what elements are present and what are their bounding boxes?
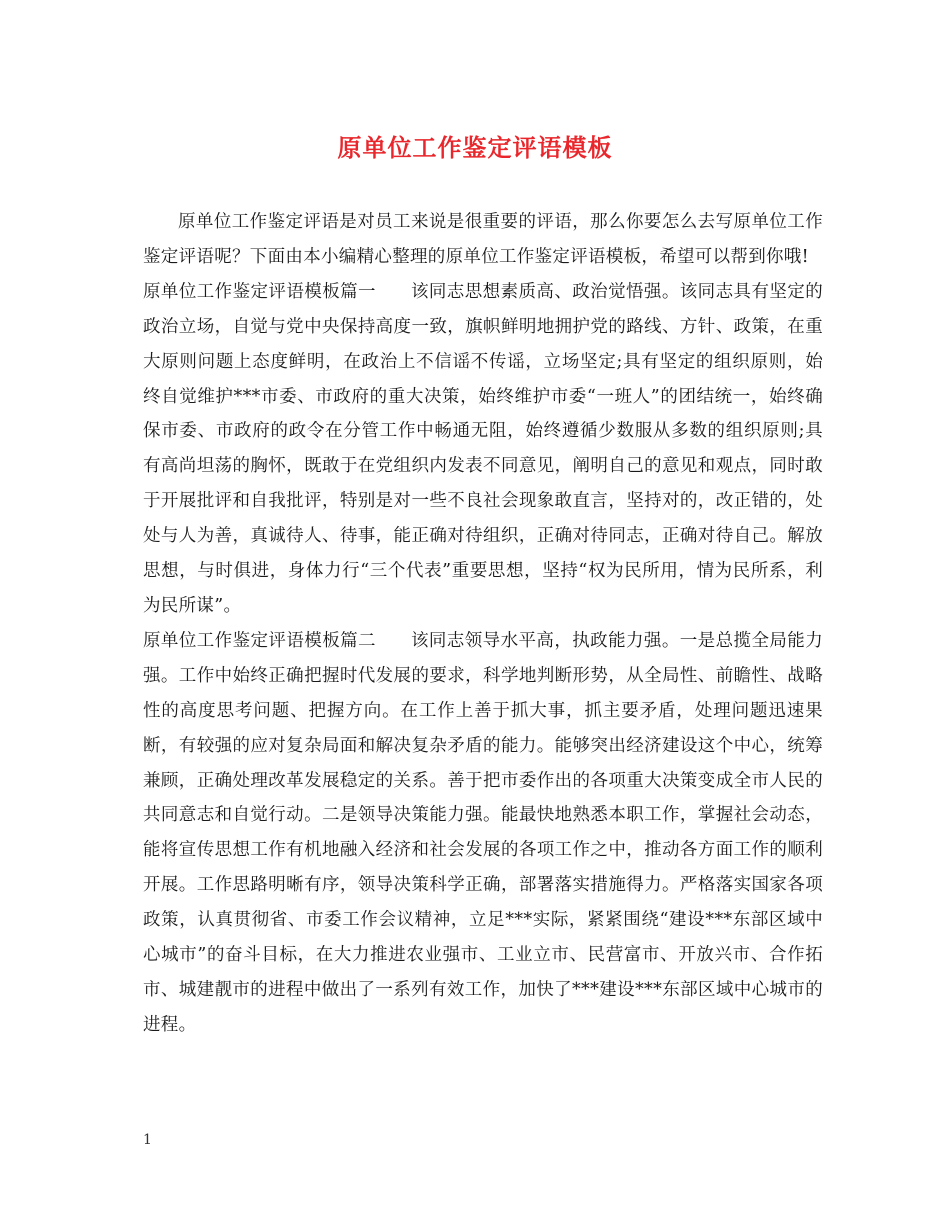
section-paragraph-1 (143, 275, 823, 624)
section-title-1: 原单位工作鉴定评语模板篇一 (143, 281, 376, 302)
document-body (143, 205, 823, 1043)
page-number: 1 (143, 1132, 152, 1148)
section-paragraph-2 (143, 624, 823, 1043)
section-title-2: 原单位工作鉴定评语模板篇二 (143, 630, 376, 651)
intro-paragraph: 原单位工作鉴定评语是对员工来说是很重要的评语，那么你要怎么去写原单位工作鉴定评语呢？下面由本小编精心整理的原单位工作鉴定评语模板，希望可以帮到你哦! (143, 212, 823, 267)
document-title: 原单位工作鉴定评语模板 (337, 133, 613, 162)
section-text-2: 该同志领导水平高，执政能力强。一是总揽全局能力强。工作中始终正确把握时代发展的要求，科学地判断形势，从全局性、前瞻性、战略性的高度思考问题、把握方向。在工作上善于抓大事，抓主要矛盾，处理问题迅速果断，有较强的应对复杂局面和解决复杂矛盾的能力。能够突出经济建设这个中心，统筹兼顾，正确处理改革发展稳定的关系。善于把市委作出的各项重大决策变成全市人民的共同意志和自觉行动。二是领导决策能力强。能最快地熟悉本职工作，掌握社会动态，能将宣传思想工作有机地融入经济和社会发展的各项工作之中，推动各方面工作的顺利开展。工作思路明晰有序，领导决策科学正确，部署落实措施得力。严格落实国家各项政策，认真贯彻省、市委工作会议精神，立足***实际，紧紧围绕“建设***东部区域中心城市”的奋斗目标，在大力推进农业强市、工业立市、民营富市、开放兴市、合作拓市、城建靓市的进程中做出了一系列有效工作，加快了***建设***东部区域中心城市的进程。 (143, 630, 823, 1035)
section-text-1: 该同志思想素质高、政治觉悟强。该同志具有坚定的政治立场，自觉与党中央保持高度一致，旗帜鲜明地拥护党的路线、方针、政策，在重大原则问题上态度鲜明，在政治上不信谣不传谣，立场坚定;具有坚定的组织原则，始终自觉维护***市委、市政府的重大决策，始终维护市委“一班人”的团结统一，始终确保市委、市政府的政令在分管工作中畅通无阻，始终遵循少数服从多数的组织原则;具有高尚坦荡的胸怀，既敢于在党组织内发表不同意见，阐明自己的意见和观点，同时敢于开展批评和自我批评，特别是对一些不良社会现象敢直言，坚持对的，改正错的，处处与人为善，真诚待人、待事，能正确对待组织，正确对待同志，正确对待自己。解放思想，与时俱进，身体力行“三个代表”重要思想，坚持“权为民所用，情为民所系，利为民所谋”。 (143, 281, 823, 616)
